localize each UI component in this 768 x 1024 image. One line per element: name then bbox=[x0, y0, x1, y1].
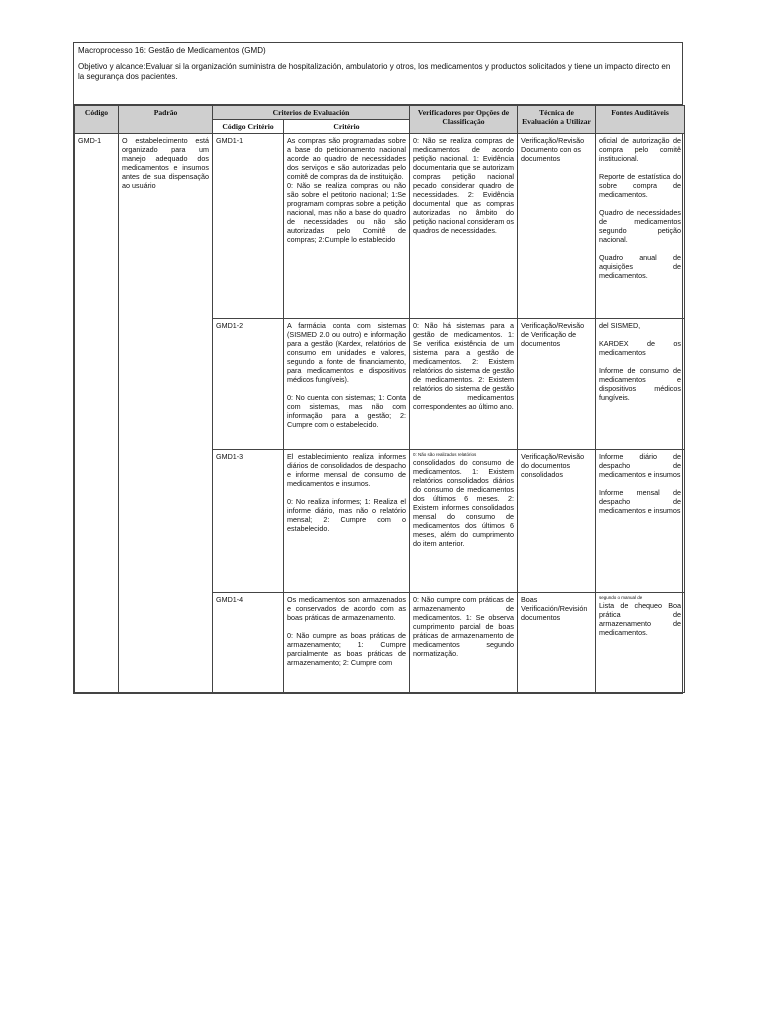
criterion-code: GMD1-3 bbox=[213, 450, 284, 593]
source-note: segundo o manual de bbox=[599, 595, 643, 600]
source-item: Quadro de necessidades de medicamentos segundo petição nacional. bbox=[599, 208, 681, 244]
standard-code: GMD-1 bbox=[75, 134, 119, 693]
criterion-text bbox=[284, 134, 410, 319]
technique-text: Verificação/Revisão de Verificação de documentos bbox=[518, 319, 596, 450]
verifiers-text bbox=[410, 450, 518, 593]
verifiers-text: 0: Não cumpre com práticas de armazenamento de medicamentos. 1: Se observa cumprimento parcial de boas práticas de armazenamento de medicamentos segundo normatização. bbox=[410, 593, 518, 693]
criterion-code: GMD1-2 bbox=[213, 319, 284, 450]
document-header bbox=[74, 43, 682, 105]
source-item: Reporte de estatística do sobre compra de medicamentos. bbox=[599, 172, 681, 199]
source-item: Informe diário de despacho de medicamentos e insumos bbox=[599, 452, 681, 479]
objective-text: Objetivo y alcance:Evaluar si la organización suministra de hospitalización, ambulatorio y otros, los medicamentos y productos solicitados y tiene un impacto directo en la segurança dos pacientes. bbox=[78, 62, 671, 81]
criterion-text bbox=[284, 593, 410, 693]
header-tecnica: Técnica de Evaluación a Utilizar bbox=[518, 106, 596, 134]
sources-cell bbox=[596, 450, 685, 593]
source-item: Informe mensal de despacho de medicamentos e insumos bbox=[599, 488, 681, 515]
source-item: Quadro anual de aquisições de medicamentos. bbox=[599, 253, 681, 280]
criterion-description: A farmácia conta com sistemas (SISMED 2.0 ou outro) e informação para a gestão (Kardex, relatórios de consumo em unidades e valores, segundo a fonte de financiamento, para medicamentos e dispositivos médicos fungíveis). bbox=[287, 321, 406, 384]
header-padrao: Padrão bbox=[119, 106, 213, 134]
header-fontes: Fontes Auditáveis bbox=[596, 106, 685, 134]
technique-text: Verificação/Revisão Documento con os documentos bbox=[518, 134, 596, 319]
table-row bbox=[75, 134, 685, 319]
header-codigo: Código bbox=[75, 106, 119, 134]
criterion-scoring: 0: No realiza informes; 1: Realiza el informe diário, mas não o relatório mensal; 2: Cumpre com o estabelecido. bbox=[287, 497, 406, 533]
criterion-text bbox=[284, 319, 410, 450]
sources-cell bbox=[596, 134, 685, 319]
evaluation-sheet bbox=[73, 42, 683, 694]
standard-text: O estabelecimento está organizado para um manejo adequado dos medicamentos e insumos antes de sua dispensação ao usuário bbox=[119, 134, 213, 693]
source-item: KARDEX de os medicamentos bbox=[599, 339, 681, 357]
sources-cell bbox=[596, 319, 685, 450]
verifiers-text: 0: Não se realiza compras de medicamentos de acordo petição nacional. 1: Evidência documentaria que se autorizam compras petição nacional pecado considerar quadro de necessidades. 2: Evidência documental que as compras autorizadas no âmbito do petição nacional consideram os quadros de necessidades. bbox=[410, 134, 518, 319]
criterion-description: As compras são programadas sobre a base do peticionamento nacional acorde ao quadro de necessidades dos serviços e são autorizadas pelo comitê de compras da de instituição. bbox=[287, 136, 406, 181]
technique-text: Verificação/Revisão do documentos consolidados bbox=[518, 450, 596, 593]
criterion-scoring: 0: Não cumpre as boas práticas de armazenamento; 1: Cumpre parcialmente as boas práticas de armazenamento; 2: Cumpre com bbox=[287, 631, 406, 667]
criterion-description: El establecimiento realiza informes diários de consolidados de despacho e informe mensal de consumo de medicamentos e insumos. bbox=[287, 452, 406, 488]
verifiers-body: consolidados do consumo de medicamentos. 1: Existem relatórios consolidados diários do consumo de medicamentos dos últimos 6 meses. 2: Existem informes consolidados mensal do consumo de medicamentos dos últimos 6 meses, além do cumprimento do item anterior. bbox=[413, 458, 514, 548]
criterion-description: Os medicamentos son armazenados e conservados de acordo com as boas práticas de armazenamento. bbox=[287, 595, 406, 622]
macroprocess-title: Macroprocesso 16: Gestão de Medicamentos (GMD) bbox=[78, 46, 266, 55]
header-criterio: Critério bbox=[284, 120, 410, 134]
verifiers-note: 0: Não são realizados relatórios bbox=[413, 452, 477, 457]
criteria-table bbox=[74, 105, 685, 693]
source-item: Informe de consumo de medicamentos e dispositivos médicos fungíveis. bbox=[599, 366, 681, 402]
header-criterios: Criterios de Evaluación bbox=[213, 106, 410, 120]
header-verificadores: Verificadores por Opções de Classificação bbox=[410, 106, 518, 134]
criterion-text bbox=[284, 450, 410, 593]
header-row bbox=[75, 106, 685, 120]
sources-cell bbox=[596, 593, 685, 693]
header-codigo-criterio: Código Critério bbox=[213, 120, 284, 134]
source-item: oficial de autorização de compra pelo comitê institucional. bbox=[599, 136, 681, 163]
criterion-scoring: 0: Não se realiza compras ou não são sobre el petitorio nacional; 1:Se programam compras sobre a petição nacional, mas não a base do quadro de necessidades ou não são autorizadas pelo Comitê de compras; 2:Cumple lo establecido bbox=[287, 181, 406, 244]
verifiers-text: 0: Não há sistemas para a gestão de medicamentos. 1: Se verifica existência de um sistema para a gestão de medicamentos. 2: Existem relatórios do sistema de gestão de medicamentos. 2: Existem relatórios do sistema de gestão de medicamentos correspondentes ao último ano. bbox=[410, 319, 518, 450]
source-item: Lista de chequeo Boa prática de armazenamento de medicamentos. bbox=[599, 601, 681, 637]
criterion-scoring: 0: No cuenta con sistemas; 1: Conta com sistemas, mas não com informação para a gestão; 2: Cumpre com o estabelecido. bbox=[287, 393, 406, 429]
technique-text: Boas Verificación/Revisión documentos bbox=[518, 593, 596, 693]
criterion-code: GMD1-4 bbox=[213, 593, 284, 693]
source-item: del SISMED, bbox=[599, 321, 641, 330]
criterion-code: GMD1-1 bbox=[213, 134, 284, 319]
